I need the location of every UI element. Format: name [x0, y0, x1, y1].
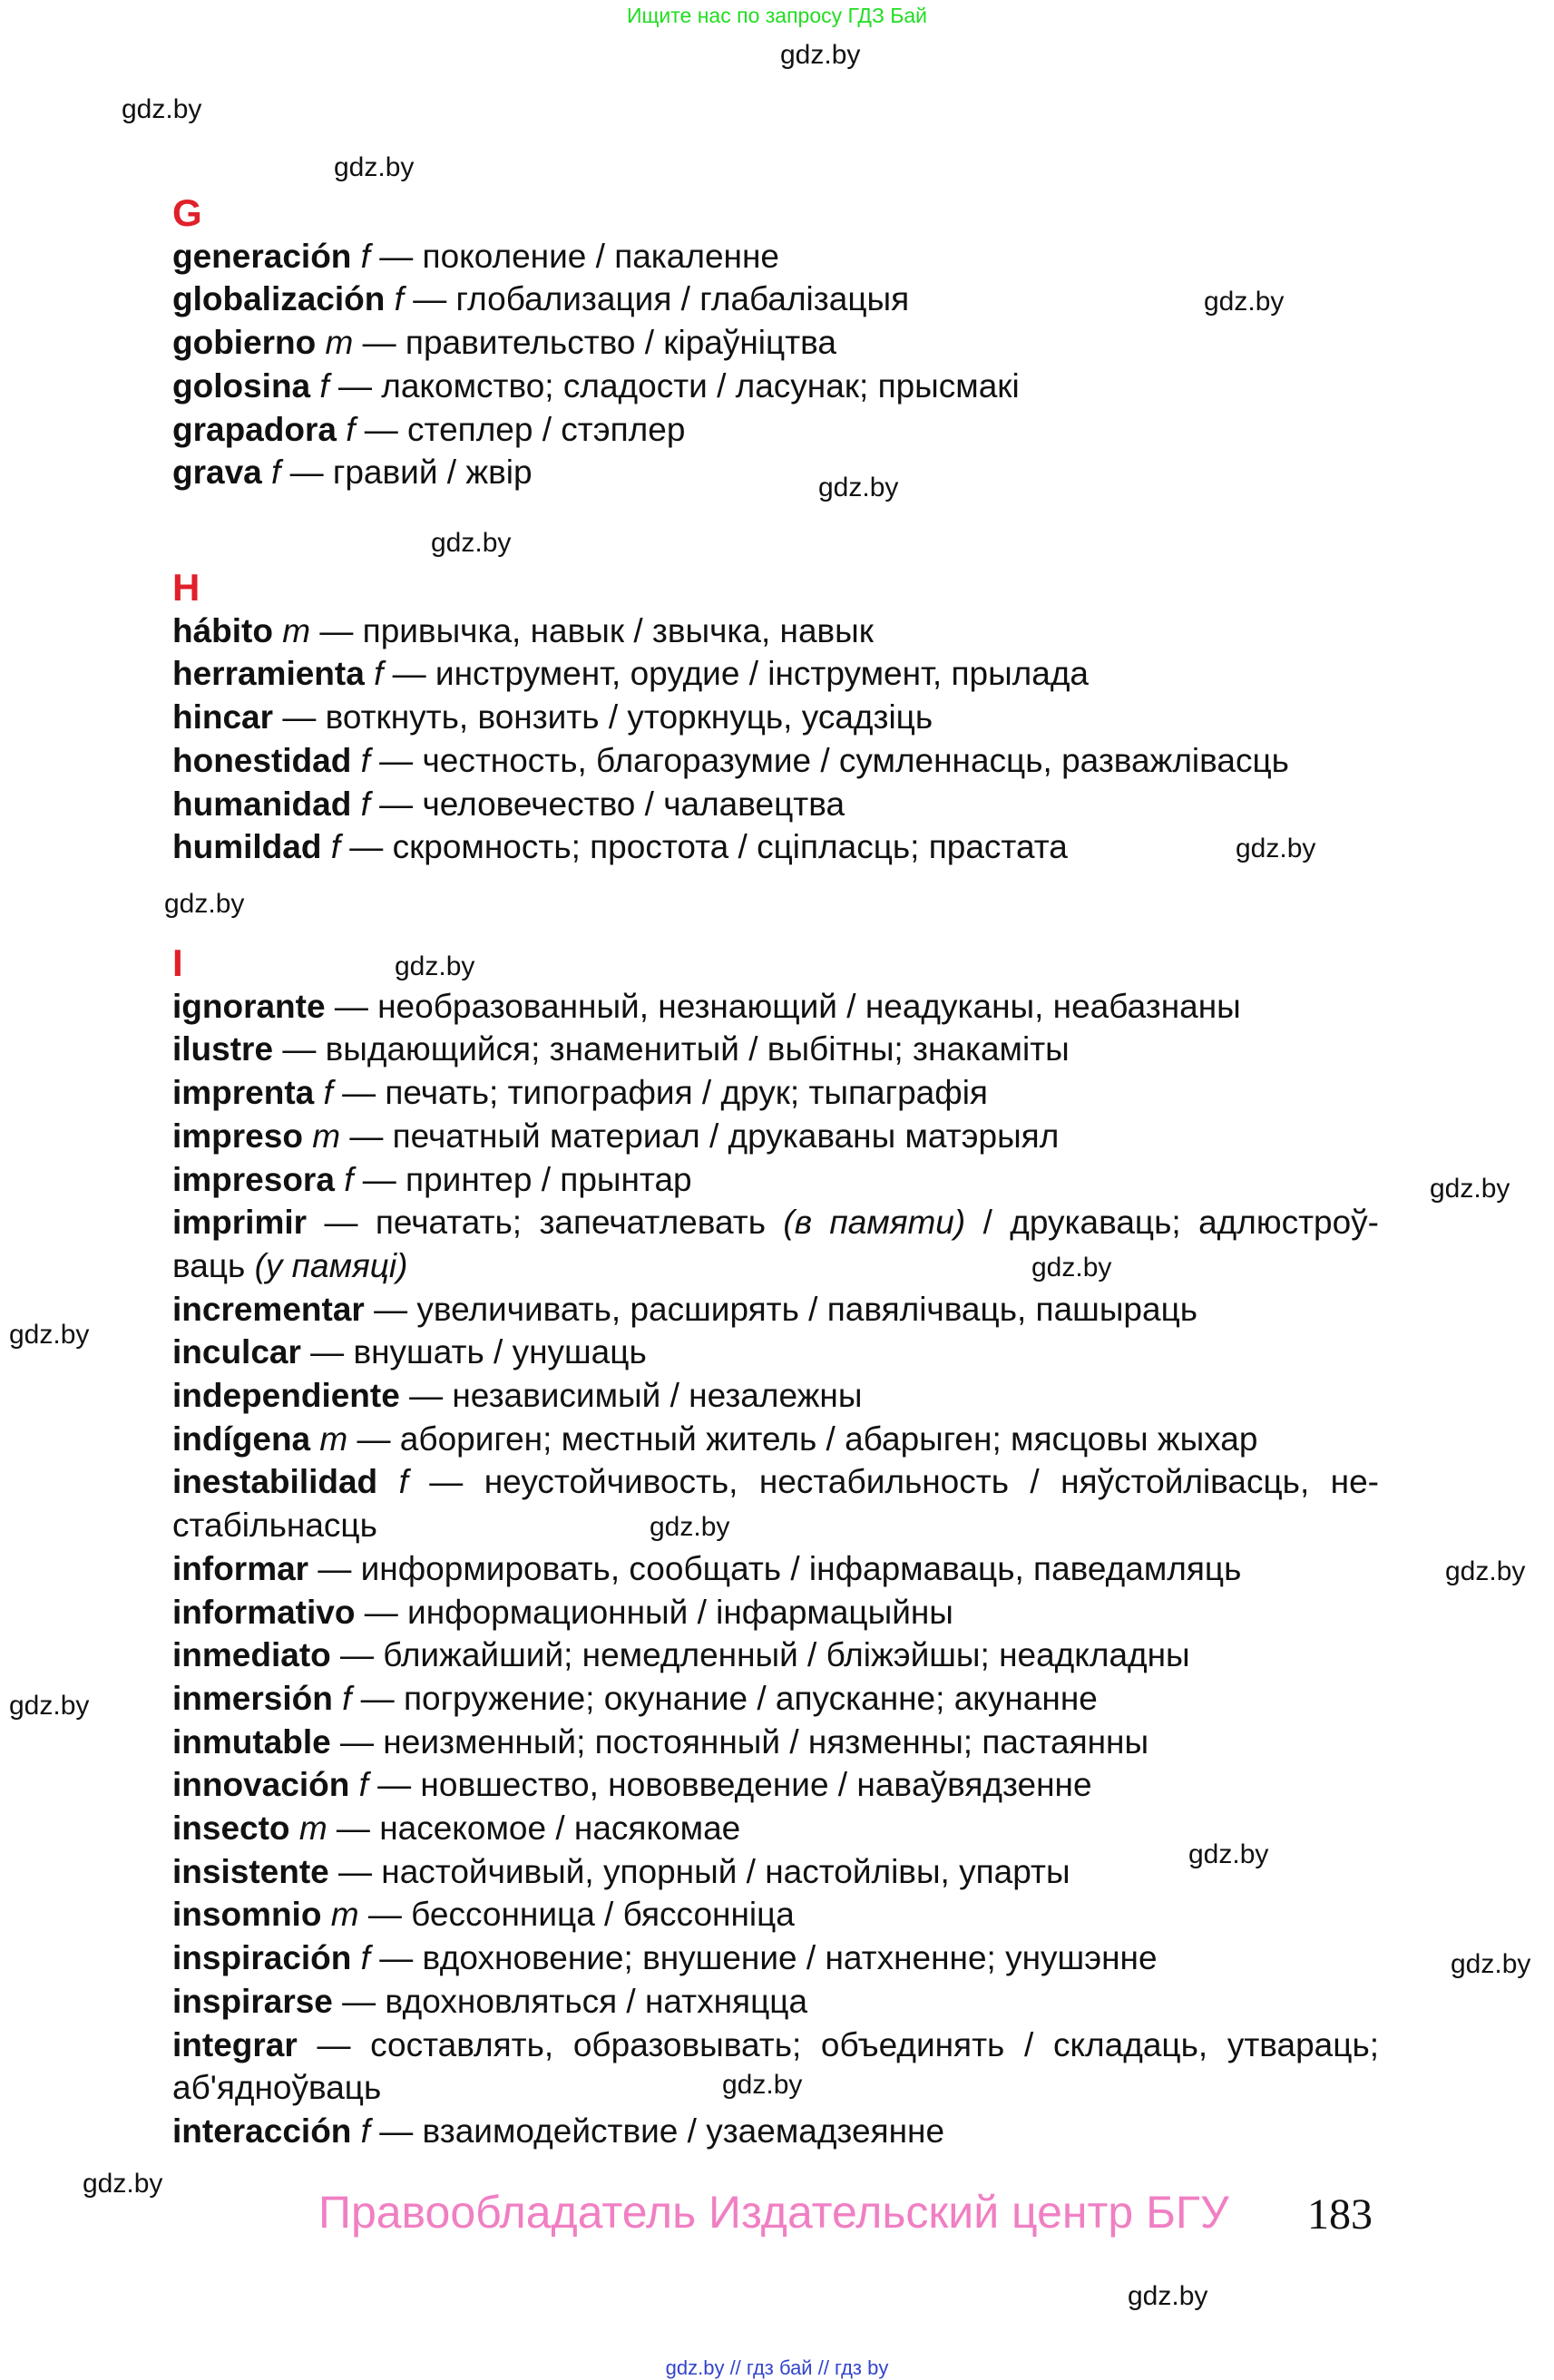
- dictionary-entry: [172, 1115, 1379, 1158]
- dictionary-entry: [172, 825, 1379, 869]
- translation: — выдающийся; знаменитый / выбітны; знакаміты: [273, 1030, 1070, 1068]
- italic-note: f: [321, 828, 341, 866]
- italic-note: m: [310, 1419, 348, 1458]
- translation: / друкаваць; адлюстроў-: [965, 1204, 1380, 1242]
- headword: herramienta: [172, 655, 365, 693]
- dictionary-entry: [172, 652, 1379, 696]
- headword: insecto: [172, 1809, 290, 1848]
- watermark: gdz.by: [164, 889, 245, 919]
- headword: humildad: [172, 828, 322, 866]
- dictionary-entry: [172, 1591, 1379, 1634]
- headword: imprimir: [172, 1204, 308, 1242]
- watermark: gdz.by: [9, 1320, 90, 1350]
- dictionary-entry: [172, 1331, 1379, 1374]
- headword: golosina: [172, 366, 311, 405]
- watermark: gdz.by: [334, 152, 415, 182]
- translation: — воткнуть, вонзить / уторкнуць, усадзіць: [273, 698, 933, 736]
- translation: — неизменный; постоянный / нязменны; пастаянны: [330, 1722, 1149, 1761]
- search-hint: Ищите нас по запросу ГДЗ Бай: [626, 4, 928, 27]
- headword: generación: [172, 237, 352, 275]
- italic-note: (у памяці): [254, 1246, 408, 1284]
- bottom-links: gdz.by // гдз бай // гдз by: [665, 2356, 889, 2379]
- section-g: [172, 191, 1379, 494]
- italic-note: m: [321, 1896, 359, 1934]
- dictionary-entry: [172, 2024, 1379, 2110]
- dictionary-entry: [172, 1893, 1379, 1936]
- headword: globalización: [172, 280, 386, 318]
- headword: inculcar: [172, 1333, 301, 1371]
- translation: — взаимодействие / узаемадзеянне: [369, 2112, 945, 2150]
- watermark: gdz.by: [1445, 1556, 1526, 1586]
- italic-note: m: [272, 611, 311, 649]
- italic-note: f: [351, 785, 370, 823]
- translation: стабільнасць: [172, 1507, 377, 1545]
- translation: — неустойчивость, нестабильность / няўстойлівасць, не-: [407, 1463, 1379, 1501]
- dictionary-entry: [172, 1807, 1379, 1850]
- headword: interacción: [172, 2112, 352, 2150]
- dictionary-entry: [172, 610, 1379, 653]
- translation: — печать; типография / друк; тыпаграфія: [332, 1074, 988, 1112]
- italic-note: m: [302, 1117, 341, 1155]
- headword: indígena: [172, 1419, 311, 1458]
- translation: — информационный / інфармацыйны: [355, 1593, 953, 1631]
- italic-note: f: [332, 1679, 352, 1717]
- dictionary-entry: [172, 1980, 1379, 2024]
- translation: — составлять, образовывать; объединять / складаць, утвараць;: [297, 2025, 1379, 2063]
- translation: — скромность; простота / сціпласць; прастата: [340, 828, 1068, 866]
- italic-note: (в памяти): [783, 1204, 966, 1242]
- translation: — новшество, нововведение / навaўвядзенне: [367, 1766, 1092, 1804]
- translation: — гравий / жвір: [280, 454, 533, 492]
- dictionary-entry: [172, 1374, 1379, 1418]
- watermark: gdz.by: [9, 1691, 90, 1721]
- watermark: gdz.by: [122, 94, 202, 124]
- dictionary-entry: [172, 408, 1379, 452]
- dictionary-entry: [172, 1460, 1379, 1546]
- translation: — печатать; запечатлевать: [307, 1204, 784, 1242]
- watermark: gdz.by: [722, 2070, 803, 2100]
- dictionary-entry: [172, 1721, 1379, 1764]
- translation: — внушать / унушаць: [300, 1333, 647, 1371]
- section-letter: G: [172, 191, 202, 234]
- italic-note: f: [334, 1160, 354, 1198]
- dictionary-entry: [172, 235, 1379, 278]
- watermark: gdz.by: [431, 528, 512, 558]
- italic-note: f: [364, 655, 384, 693]
- translation: — принтер / прынтар: [353, 1160, 692, 1198]
- translation: — увеличивать, расширять / павялічваць, пашыраць: [364, 1290, 1198, 1328]
- italic-note: f: [314, 1074, 333, 1112]
- headword: ignorante: [172, 987, 326, 1025]
- dictionary-entry: [172, 783, 1379, 826]
- headword: inmediato: [172, 1636, 331, 1674]
- watermark: gdz.by: [818, 473, 899, 502]
- section-letter: I: [172, 941, 183, 984]
- translation: — инструмент, орудие / інструмент, прылада: [383, 655, 1090, 693]
- dictionary-entry: [172, 365, 1379, 408]
- dictionary-entry: [172, 1547, 1379, 1591]
- italic-note: f: [261, 454, 281, 492]
- dictionary-entry: [172, 739, 1379, 783]
- headword: integrar: [172, 2025, 298, 2063]
- headword: innovación: [172, 1766, 350, 1804]
- headword: imprenta: [172, 1074, 315, 1112]
- translation: — человечество / чалавецтва: [369, 785, 845, 823]
- watermark: gdz.by: [650, 1512, 730, 1542]
- translation: — правительство / кіраўніцтва: [353, 324, 836, 362]
- dictionary-entry: [172, 451, 1379, 494]
- copyright-footer: Правообладатель Издательский центр БГУ: [318, 2187, 1229, 2238]
- watermark: gdz.by: [1031, 1253, 1112, 1283]
- section-letter: H: [172, 566, 200, 609]
- watermark: gdz.by: [1188, 1839, 1269, 1869]
- headword: impresora: [172, 1160, 335, 1198]
- headword: inspiración: [172, 1939, 352, 1977]
- italic-note: f: [349, 1766, 368, 1804]
- translation: — настойчивый, упорный / настойлівы, упарты: [328, 1852, 1070, 1890]
- dictionary-entry: [172, 1201, 1379, 1287]
- translation: — глобализация / глабалізацыя: [403, 280, 910, 318]
- translation: ваць: [172, 1246, 255, 1284]
- translation: — независимый / незалежны: [399, 1377, 863, 1415]
- italic-note: f: [351, 741, 370, 779]
- translation: — привычка, навык / звычка, навык: [310, 611, 874, 649]
- headword: inmersión: [172, 1679, 333, 1717]
- dictionary-entry: [172, 1850, 1379, 1894]
- dictionary-entry: [172, 1936, 1379, 1980]
- dictionary-entry: [172, 1634, 1379, 1677]
- translation: — лакомство; сладости / ласунак; прысмакі: [328, 366, 1020, 405]
- headword: inestabilidad: [172, 1463, 378, 1501]
- headword: informar: [172, 1549, 309, 1587]
- dictionary-entry: [172, 1158, 1379, 1202]
- italic-note: f: [351, 237, 370, 275]
- watermark: gdz.by: [780, 40, 861, 70]
- watermark: gdz.by: [1236, 834, 1316, 863]
- dictionary-entry: [172, 696, 1379, 739]
- dictionary-entry: [172, 1071, 1379, 1115]
- headword: honestidad: [172, 741, 352, 779]
- headword: insomnio: [172, 1896, 322, 1934]
- section-h: [172, 566, 1379, 869]
- translation: — насекомое / насякомае: [327, 1809, 741, 1848]
- italic-note: f: [351, 2112, 370, 2150]
- headword: impreso: [172, 1117, 303, 1155]
- headword: grava: [172, 454, 262, 492]
- italic-note: m: [289, 1809, 327, 1848]
- headword: grapadora: [172, 410, 337, 448]
- translation: — информировать, сообщать / інфармаваць, паведамляць: [308, 1549, 1242, 1587]
- headword: insistente: [172, 1852, 329, 1890]
- translation: — поколение / пакаленне: [369, 237, 779, 275]
- watermark: gdz.by: [1128, 2281, 1208, 2311]
- headword: ilustre: [172, 1030, 274, 1068]
- headword: inmutable: [172, 1722, 331, 1761]
- translation: — абориген; местный житель / абарыген; мясцовы жыхар: [347, 1419, 1258, 1458]
- dictionary-entry: [172, 1028, 1379, 1071]
- translation: — ближайший; немедленный / бліжэйшы; неадкладны: [330, 1636, 1190, 1674]
- dictionary-entry: [172, 2110, 1379, 2153]
- headword: incrementar: [172, 1290, 365, 1328]
- italic-note: f: [385, 280, 404, 318]
- translation: аб'ядноўваць: [172, 2069, 382, 2107]
- translation: — вдохновение; внушение / натхненне; унушэнне: [369, 1939, 1158, 1977]
- translation: — честность, благоразумие / сумленнасць, разважлівасць: [369, 741, 1289, 779]
- section-i: [172, 941, 1379, 2153]
- watermark: gdz.by: [1430, 1174, 1510, 1204]
- translation: — погружение; окунание / апусканне; акунанне: [351, 1679, 1098, 1717]
- dictionary-entry: [172, 1288, 1379, 1331]
- page-number: 183: [1307, 2190, 1373, 2239]
- headword: independiente: [172, 1377, 400, 1415]
- watermark: gdz.by: [83, 2169, 163, 2199]
- translation: — вдохновляться / натхняцца: [332, 1982, 808, 2020]
- translation: — бессонница / бяссонніца: [358, 1896, 795, 1934]
- headword: inspirarse: [172, 1982, 333, 2020]
- translation: — необразованный, незнающий / неадуканы, неабазнаны: [325, 987, 1241, 1025]
- italic-note: f: [310, 366, 329, 405]
- headword: gobierno: [172, 324, 317, 362]
- translation: — печатный материал / друкаваны матэрыял: [340, 1117, 1060, 1155]
- dictionary-entry: [172, 1677, 1379, 1721]
- dictionary-entry: [172, 985, 1379, 1029]
- headword: humanidad: [172, 785, 352, 823]
- italic-note: f: [336, 410, 356, 448]
- headword: hincar: [172, 698, 274, 736]
- watermark: gdz.by: [395, 951, 475, 981]
- italic-note: f: [377, 1463, 408, 1501]
- dictionary-entry: [172, 1418, 1379, 1461]
- italic-note: m: [316, 324, 354, 362]
- italic-note: f: [351, 1939, 370, 1977]
- translation: — степлер / стэплер: [355, 410, 686, 448]
- watermark: gdz.by: [1204, 287, 1285, 317]
- headword: hábito: [172, 611, 273, 649]
- watermark: gdz.by: [1451, 1949, 1531, 1979]
- dictionary-entry: [172, 321, 1379, 365]
- dictionary-entry: [172, 1763, 1379, 1807]
- dictionary-entry: [172, 278, 1379, 321]
- headword: informativo: [172, 1593, 356, 1631]
